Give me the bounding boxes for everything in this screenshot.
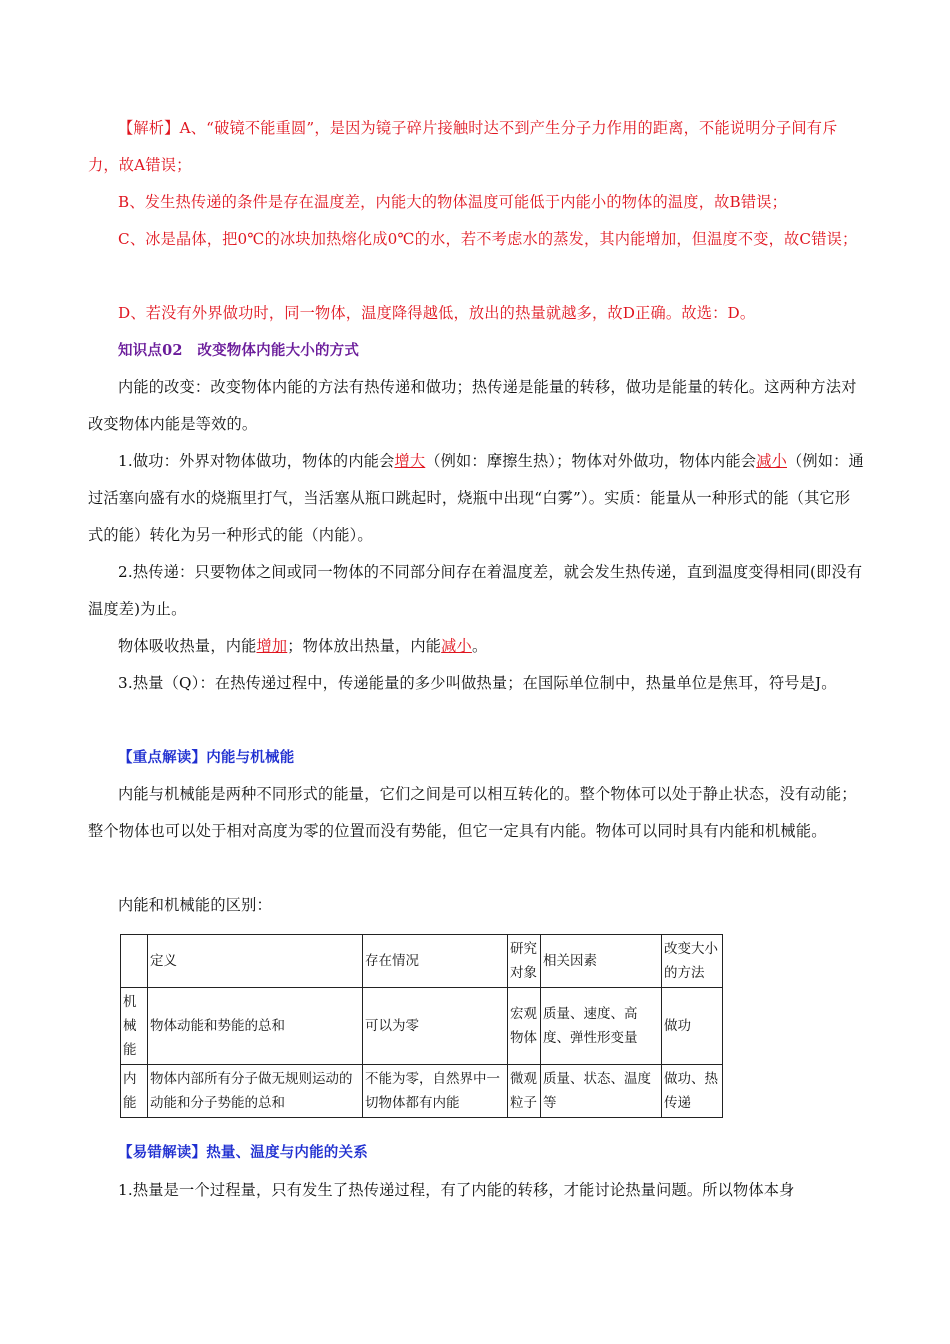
table-header-row [121, 935, 723, 988]
key-reading-body: 内能与机械能是两种不同形式的能量，它们之间是可以相互转化的。整个物体可以处于静止状态，没有动能；整个物体也可以处于相对高度为零的位置而没有势能，但它一定具有内能。物体可以同时具有内能和机械能。 [88, 785, 857, 840]
analysis-a-text: A、“破镜不能重圆”，是因为镜子碎片接触时达不到产生分子力作用的距离，不能说明分子间有斥力，故A错误； [88, 119, 838, 174]
row-object: 微观粒子 [508, 1065, 541, 1118]
row-definition: 物体内部所有分子做无规则运动的动能和分子势能的总和 [148, 1065, 363, 1118]
analysis-d: D、若没有外界做功时，同一物体，温度降得越低，放出的热量就越多，故D正确。故选：D。 [118, 304, 756, 322]
absorb-text-2: ；物体放出热量，内能 [287, 637, 442, 655]
row-label: 机械能 [121, 988, 148, 1065]
knowledge-title: 知识点02 改变物体内能大小的方式 [118, 342, 360, 359]
knowledge-heat-quantity: 3.热量（Q）：在热传递过程中，传递能量的多少叫做热量；在国际单位制中，热量单位是焦耳，符号是J。 [118, 674, 837, 692]
analysis-b: B、发生热传递的条件是存在温度差，内能大的物体温度可能低于内能小的物体的温度，故B错误； [118, 193, 787, 211]
work-answer-1: 增大 [394, 452, 426, 470]
table-row [121, 988, 723, 1065]
header-cell-empty [121, 935, 148, 988]
key-reading-title: 【重点解读】内能与机械能 [118, 749, 295, 766]
analysis-tag: 【解析】 [118, 119, 180, 137]
work-text-1: 1.做功：外界对物体做功，物体的内能会 [118, 452, 395, 470]
row-existence: 可以为零 [363, 988, 508, 1065]
header-cell-object: 研究对象 [508, 935, 541, 988]
row-label: 内能 [121, 1065, 148, 1118]
knowledge-intro: 内能的改变：改变物体内能的方法有热传递和做功；热传递是能量的转移，做功是能量的转化。这两种方法对改变物体内能是等效的。 [88, 378, 857, 433]
work-answer-2: 减小 [756, 452, 787, 470]
row-definition: 物体动能和势能的总和 [148, 988, 363, 1065]
row-factors: 质量、速度、高度、弹性形变量 [541, 988, 662, 1065]
analysis-a [88, 110, 864, 184]
absorb-answer-1: 增加 [256, 637, 288, 655]
header-cell-existence: 存在情况 [363, 935, 508, 988]
work-text-2: （例如：摩擦生热）；物体对外做功，物体内能会 [425, 452, 757, 470]
header-cell-definition: 定义 [148, 935, 363, 988]
error-reading-title: 【易错解读】热量、温度与内能的关系 [118, 1144, 368, 1161]
error-reading-body: 1.热量是一个过程量，只有发生了热传递过程，有了内能的转移，才能讨论热量问题。所以物体本身 [118, 1181, 795, 1199]
absorb-text-3: 。 [471, 637, 488, 655]
knowledge-heat-transfer: 2.热传递：只要物体之间或同一物体的不同部分间存在着温度差，就会发生热传递，直到温度变得相同(即没有温度差)为止。 [88, 563, 863, 618]
row-method: 做功 [662, 988, 723, 1065]
row-factors: 质量、状态、温度等 [541, 1065, 662, 1118]
absorb-text-1: 物体吸收热量，内能 [118, 637, 257, 655]
comparison-table [120, 934, 723, 1118]
table-intro: 内能和机械能的区别： [118, 896, 272, 914]
absorb-answer-2: 减小 [441, 637, 472, 655]
row-existence: 不能为零，自然界中一切物体都有内能 [363, 1065, 508, 1118]
knowledge-work [88, 443, 864, 554]
work-text-3: （例如：通过活塞向盛有水的烧瓶里打气，当活塞从瓶口跳起时，烧瓶中出现“白雾”）。实质：能量从一种形式的能（其它形式的能）转化为另一种形式的能（内能）。 [88, 452, 864, 544]
knowledge-absorb [88, 628, 864, 665]
header-cell-method: 改变大小的方法 [662, 935, 723, 988]
table-row [121, 1065, 723, 1118]
analysis-c: C、冰是晶体，把0℃的冰块加热熔化成0℃的水，若不考虑水的蒸发，其内能增加，但温度不变，故C错误； [118, 230, 858, 248]
row-object: 宏观物体 [508, 988, 541, 1065]
header-cell-factors: 相关因素 [541, 935, 662, 988]
row-method: 做功、热传递 [662, 1065, 723, 1118]
